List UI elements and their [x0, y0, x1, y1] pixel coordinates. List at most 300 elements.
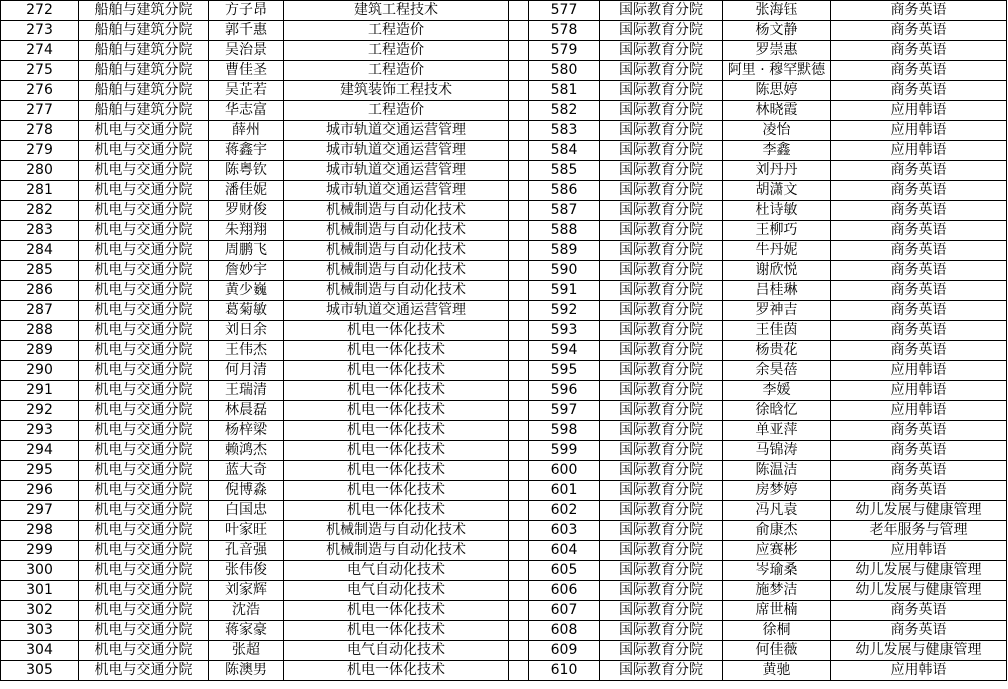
right-department-cell: 国际教育分院 [600, 621, 723, 641]
left-row-number-cell: 291 [1, 381, 79, 401]
column-gap-cell [509, 361, 529, 381]
column-gap-cell [509, 21, 529, 41]
left-student-name-cell: 潘佳妮 [209, 181, 284, 201]
column-gap-cell [509, 561, 529, 581]
table-row [1, 221, 1007, 241]
left-student-name-cell: 白国忠 [209, 501, 284, 521]
table-row [1, 41, 1007, 61]
left-row-number-cell: 280 [1, 161, 79, 181]
right-major-cell: 应用韩语 [831, 381, 1007, 401]
column-gap-cell [509, 81, 529, 101]
left-major-cell: 电气自动化技术 [284, 561, 509, 581]
left-department-cell: 船舶与建筑分院 [79, 21, 209, 41]
right-student-name-cell: 杜诗敏 [723, 201, 831, 221]
right-row-number-cell: 598 [529, 421, 600, 441]
column-gap-cell [509, 121, 529, 141]
column-gap-cell [509, 661, 529, 681]
left-department-cell: 机电与交通分院 [79, 381, 209, 401]
left-major-cell: 机电一体化技术 [284, 401, 509, 421]
left-row-number-cell: 278 [1, 121, 79, 141]
left-row-number-cell: 293 [1, 421, 79, 441]
right-major-cell: 商务英语 [831, 1, 1007, 21]
left-student-name-cell: 蒋家豪 [209, 621, 284, 641]
right-student-name-cell: 席世楠 [723, 601, 831, 621]
left-department-cell: 机电与交通分院 [79, 621, 209, 641]
right-student-name-cell: 俞康杰 [723, 521, 831, 541]
left-department-cell: 机电与交通分院 [79, 401, 209, 421]
left-row-number-cell: 302 [1, 601, 79, 621]
left-major-cell: 机电一体化技术 [284, 461, 509, 481]
right-department-cell: 国际教育分院 [600, 101, 723, 121]
table-row [1, 421, 1007, 441]
left-department-cell: 机电与交通分院 [79, 461, 209, 481]
right-department-cell: 国际教育分院 [600, 461, 723, 481]
table-row [1, 81, 1007, 101]
table-row [1, 261, 1007, 281]
left-major-cell: 电气自动化技术 [284, 641, 509, 661]
left-student-name-cell: 王瑞清 [209, 381, 284, 401]
right-major-cell: 商务英语 [831, 61, 1007, 81]
left-department-cell: 机电与交通分院 [79, 641, 209, 661]
left-student-name-cell: 赖鸿杰 [209, 441, 284, 461]
table-row [1, 321, 1007, 341]
left-student-name-cell: 陈粤钦 [209, 161, 284, 181]
right-row-number-cell: 582 [529, 101, 600, 121]
right-row-number-cell: 584 [529, 141, 600, 161]
right-major-cell: 应用韩语 [831, 541, 1007, 561]
right-row-number-cell: 603 [529, 521, 600, 541]
column-gap-cell [509, 381, 529, 401]
right-student-name-cell: 何佳薇 [723, 641, 831, 661]
right-department-cell: 国际教育分院 [600, 241, 723, 261]
right-student-name-cell: 陈温洁 [723, 461, 831, 481]
right-student-name-cell: 林晓霞 [723, 101, 831, 121]
right-department-cell: 国际教育分院 [600, 201, 723, 221]
right-department-cell: 国际教育分院 [600, 661, 723, 681]
left-department-cell: 机电与交通分院 [79, 501, 209, 521]
right-student-name-cell: 徐桐 [723, 621, 831, 641]
left-student-name-cell: 刘家辉 [209, 581, 284, 601]
right-row-number-cell: 610 [529, 661, 600, 681]
right-major-cell: 商务英语 [831, 281, 1007, 301]
right-department-cell: 国际教育分院 [600, 401, 723, 421]
table-row [1, 161, 1007, 181]
right-major-cell: 商务英语 [831, 421, 1007, 441]
right-major-cell: 商务英语 [831, 21, 1007, 41]
left-student-name-cell: 吴芷若 [209, 81, 284, 101]
column-gap-cell [509, 301, 529, 321]
table-row [1, 461, 1007, 481]
left-major-cell: 工程造价 [284, 21, 509, 41]
right-row-number-cell: 589 [529, 241, 600, 261]
right-row-number-cell: 609 [529, 641, 600, 661]
table-row [1, 201, 1007, 221]
left-row-number-cell: 285 [1, 261, 79, 281]
column-gap-cell [509, 1, 529, 21]
right-student-name-cell: 徐晗忆 [723, 401, 831, 421]
right-row-number-cell: 594 [529, 341, 600, 361]
right-row-number-cell: 593 [529, 321, 600, 341]
left-row-number-cell: 286 [1, 281, 79, 301]
right-major-cell: 应用韩语 [831, 361, 1007, 381]
right-student-name-cell: 陈思婷 [723, 81, 831, 101]
left-department-cell: 机电与交通分院 [79, 121, 209, 141]
right-row-number-cell: 579 [529, 41, 600, 61]
table-row [1, 601, 1007, 621]
right-department-cell: 国际教育分院 [600, 121, 723, 141]
left-department-cell: 机电与交通分院 [79, 301, 209, 321]
right-student-name-cell: 冯凡袁 [723, 501, 831, 521]
left-department-cell: 机电与交通分院 [79, 361, 209, 381]
right-student-name-cell: 牛丹妮 [723, 241, 831, 261]
left-student-name-cell: 王伟杰 [209, 341, 284, 361]
table-row [1, 181, 1007, 201]
right-row-number-cell: 587 [529, 201, 600, 221]
right-major-cell: 应用韩语 [831, 401, 1007, 421]
right-row-number-cell: 580 [529, 61, 600, 81]
right-department-cell: 国际教育分院 [600, 561, 723, 581]
table-row [1, 561, 1007, 581]
left-student-name-cell: 吴治景 [209, 41, 284, 61]
right-major-cell: 商务英语 [831, 241, 1007, 261]
right-department-cell: 国际教育分院 [600, 41, 723, 61]
right-student-name-cell: 罗崇惠 [723, 41, 831, 61]
right-row-number-cell: 606 [529, 581, 600, 601]
left-department-cell: 机电与交通分院 [79, 281, 209, 301]
column-gap-cell [509, 161, 529, 181]
left-student-name-cell: 刘日余 [209, 321, 284, 341]
left-major-cell: 机电一体化技术 [284, 601, 509, 621]
left-row-number-cell: 294 [1, 441, 79, 461]
left-major-cell: 电气自动化技术 [284, 581, 509, 601]
left-row-number-cell: 301 [1, 581, 79, 601]
left-row-number-cell: 288 [1, 321, 79, 341]
left-student-name-cell: 陈澳男 [209, 661, 284, 681]
left-student-name-cell: 孔音强 [209, 541, 284, 561]
left-department-cell: 机电与交通分院 [79, 441, 209, 461]
right-row-number-cell: 602 [529, 501, 600, 521]
right-row-number-cell: 588 [529, 221, 600, 241]
left-major-cell: 城市轨道交通运营管理 [284, 161, 509, 181]
left-department-cell: 机电与交通分院 [79, 521, 209, 541]
left-department-cell: 机电与交通分院 [79, 661, 209, 681]
table-row [1, 281, 1007, 301]
left-student-name-cell: 葛菊敏 [209, 301, 284, 321]
right-department-cell: 国际教育分院 [600, 181, 723, 201]
left-row-number-cell: 295 [1, 461, 79, 481]
table-row [1, 241, 1007, 261]
left-row-number-cell: 292 [1, 401, 79, 421]
left-major-cell: 机电一体化技术 [284, 381, 509, 401]
right-student-name-cell: 凌怡 [723, 121, 831, 141]
left-department-cell: 机电与交通分院 [79, 481, 209, 501]
right-department-cell: 国际教育分院 [600, 441, 723, 461]
column-gap-cell [509, 601, 529, 621]
right-department-cell: 国际教育分院 [600, 1, 723, 21]
table-row [1, 141, 1007, 161]
right-major-cell: 应用韩语 [831, 141, 1007, 161]
left-student-name-cell: 张伟俊 [209, 561, 284, 581]
left-major-cell: 机电一体化技术 [284, 321, 509, 341]
right-row-number-cell: 599 [529, 441, 600, 461]
left-major-cell: 建筑工程技术 [284, 1, 509, 21]
left-major-cell: 机电一体化技术 [284, 441, 509, 461]
right-major-cell: 商务英语 [831, 41, 1007, 61]
left-major-cell: 机械制造与自动化技术 [284, 541, 509, 561]
table-row [1, 21, 1007, 41]
column-gap-cell [509, 521, 529, 541]
column-gap-cell [509, 401, 529, 421]
right-major-cell: 应用韩语 [831, 101, 1007, 121]
left-row-number-cell: 276 [1, 81, 79, 101]
left-major-cell: 机械制造与自动化技术 [284, 201, 509, 221]
right-major-cell: 商务英语 [831, 221, 1007, 241]
table-row [1, 661, 1007, 681]
left-student-name-cell: 黄少巍 [209, 281, 284, 301]
left-student-name-cell: 蓝大奇 [209, 461, 284, 481]
right-student-name-cell: 房梦婷 [723, 481, 831, 501]
right-student-name-cell: 王佳茵 [723, 321, 831, 341]
right-major-cell: 老年服务与管理 [831, 521, 1007, 541]
left-department-cell: 船舶与建筑分院 [79, 61, 209, 81]
right-major-cell: 商务英语 [831, 481, 1007, 501]
right-major-cell: 商务英语 [831, 621, 1007, 641]
left-major-cell: 机械制造与自动化技术 [284, 241, 509, 261]
table-row [1, 1, 1007, 21]
right-row-number-cell: 585 [529, 161, 600, 181]
left-row-number-cell: 277 [1, 101, 79, 121]
right-student-name-cell: 张海钰 [723, 1, 831, 21]
left-row-number-cell: 282 [1, 201, 79, 221]
column-gap-cell [509, 141, 529, 161]
left-row-number-cell: 279 [1, 141, 79, 161]
column-gap-cell [509, 641, 529, 661]
right-department-cell: 国际教育分院 [600, 421, 723, 441]
table-row [1, 441, 1007, 461]
column-gap-cell [509, 621, 529, 641]
left-department-cell: 机电与交通分院 [79, 201, 209, 221]
column-gap-cell [509, 261, 529, 281]
right-student-name-cell: 杨贵花 [723, 341, 831, 361]
left-student-name-cell: 何月清 [209, 361, 284, 381]
left-row-number-cell: 305 [1, 661, 79, 681]
left-row-number-cell: 300 [1, 561, 79, 581]
right-department-cell: 国际教育分院 [600, 541, 723, 561]
left-major-cell: 工程造价 [284, 41, 509, 61]
left-department-cell: 船舶与建筑分院 [79, 81, 209, 101]
left-department-cell: 机电与交通分院 [79, 181, 209, 201]
right-major-cell: 商务英语 [831, 201, 1007, 221]
left-department-cell: 机电与交通分院 [79, 321, 209, 341]
column-gap-cell [509, 181, 529, 201]
left-department-cell: 船舶与建筑分院 [79, 101, 209, 121]
right-department-cell: 国际教育分院 [600, 361, 723, 381]
left-major-cell: 工程造价 [284, 61, 509, 81]
right-row-number-cell: 601 [529, 481, 600, 501]
left-row-number-cell: 283 [1, 221, 79, 241]
left-student-name-cell: 郭千惠 [209, 21, 284, 41]
right-department-cell: 国际教育分院 [600, 261, 723, 281]
right-major-cell: 商务英语 [831, 601, 1007, 621]
left-student-name-cell: 叶家旺 [209, 521, 284, 541]
left-major-cell: 机电一体化技术 [284, 501, 509, 521]
right-student-name-cell: 谢欣悦 [723, 261, 831, 281]
left-student-name-cell: 朱翔翔 [209, 221, 284, 241]
left-department-cell: 船舶与建筑分院 [79, 1, 209, 21]
column-gap-cell [509, 201, 529, 221]
left-department-cell: 机电与交通分院 [79, 261, 209, 281]
table-row [1, 341, 1007, 361]
left-student-name-cell: 张超 [209, 641, 284, 661]
table-row [1, 101, 1007, 121]
left-department-cell: 机电与交通分院 [79, 161, 209, 181]
right-student-name-cell: 马锦涛 [723, 441, 831, 461]
right-row-number-cell: 605 [529, 561, 600, 581]
left-student-name-cell: 华志富 [209, 101, 284, 121]
table-row [1, 381, 1007, 401]
left-student-name-cell: 沈浩 [209, 601, 284, 621]
right-department-cell: 国际教育分院 [600, 581, 723, 601]
left-row-number-cell: 299 [1, 541, 79, 561]
column-gap-cell [509, 461, 529, 481]
left-department-cell: 机电与交通分院 [79, 341, 209, 361]
right-major-cell: 应用韩语 [831, 661, 1007, 681]
left-student-name-cell: 杨梓梁 [209, 421, 284, 441]
right-major-cell: 幼儿发展与健康管理 [831, 581, 1007, 601]
roster-body [1, 1, 1007, 681]
right-row-number-cell: 600 [529, 461, 600, 481]
right-student-name-cell: 吕桂琳 [723, 281, 831, 301]
column-gap-cell [509, 101, 529, 121]
column-gap-cell [509, 61, 529, 81]
right-department-cell: 国际教育分院 [600, 381, 723, 401]
right-student-name-cell: 王柳巧 [723, 221, 831, 241]
right-department-cell: 国际教育分院 [600, 81, 723, 101]
table-row [1, 541, 1007, 561]
left-row-number-cell: 287 [1, 301, 79, 321]
table-row [1, 361, 1007, 381]
right-department-cell: 国际教育分院 [600, 61, 723, 81]
left-student-name-cell: 倪博淼 [209, 481, 284, 501]
left-student-name-cell: 林晨磊 [209, 401, 284, 421]
left-major-cell: 城市轨道交通运营管理 [284, 301, 509, 321]
right-department-cell: 国际教育分院 [600, 21, 723, 41]
right-student-name-cell: 杨文静 [723, 21, 831, 41]
column-gap-cell [509, 541, 529, 561]
right-department-cell: 国际教育分院 [600, 641, 723, 661]
right-major-cell: 商务英语 [831, 441, 1007, 461]
left-student-name-cell: 周鹏飞 [209, 241, 284, 261]
left-major-cell: 机械制造与自动化技术 [284, 521, 509, 541]
table-row [1, 501, 1007, 521]
column-gap-cell [509, 341, 529, 361]
right-student-name-cell: 施梦洁 [723, 581, 831, 601]
left-major-cell: 机电一体化技术 [284, 621, 509, 641]
table-row [1, 581, 1007, 601]
left-row-number-cell: 273 [1, 21, 79, 41]
right-major-cell: 商务英语 [831, 261, 1007, 281]
left-major-cell: 机电一体化技术 [284, 341, 509, 361]
left-row-number-cell: 298 [1, 521, 79, 541]
right-department-cell: 国际教育分院 [600, 481, 723, 501]
right-department-cell: 国际教育分院 [600, 301, 723, 321]
right-row-number-cell: 608 [529, 621, 600, 641]
right-row-number-cell: 591 [529, 281, 600, 301]
left-department-cell: 机电与交通分院 [79, 561, 209, 581]
right-department-cell: 国际教育分院 [600, 281, 723, 301]
column-gap-cell [509, 221, 529, 241]
right-student-name-cell: 阿里 · 穆罕默德 [723, 61, 831, 81]
table-row [1, 621, 1007, 641]
right-row-number-cell: 597 [529, 401, 600, 421]
left-major-cell: 机电一体化技术 [284, 421, 509, 441]
right-student-name-cell: 李鑫 [723, 141, 831, 161]
left-student-name-cell: 方子昂 [209, 1, 284, 21]
table-row [1, 61, 1007, 81]
right-row-number-cell: 596 [529, 381, 600, 401]
left-major-cell: 机电一体化技术 [284, 361, 509, 381]
right-department-cell: 国际教育分院 [600, 321, 723, 341]
left-department-cell: 机电与交通分院 [79, 221, 209, 241]
column-gap-cell [509, 501, 529, 521]
left-row-number-cell: 297 [1, 501, 79, 521]
right-major-cell: 商务英语 [831, 81, 1007, 101]
left-row-number-cell: 274 [1, 41, 79, 61]
column-gap-cell [509, 281, 529, 301]
table-row [1, 301, 1007, 321]
right-row-number-cell: 607 [529, 601, 600, 621]
left-student-name-cell: 罗财俊 [209, 201, 284, 221]
left-row-number-cell: 275 [1, 61, 79, 81]
right-student-name-cell: 余昊蓓 [723, 361, 831, 381]
left-department-cell: 机电与交通分院 [79, 241, 209, 261]
right-row-number-cell: 592 [529, 301, 600, 321]
right-department-cell: 国际教育分院 [600, 521, 723, 541]
right-row-number-cell: 583 [529, 121, 600, 141]
right-student-name-cell: 刘丹丹 [723, 161, 831, 181]
right-department-cell: 国际教育分院 [600, 161, 723, 181]
right-major-cell: 商务英语 [831, 341, 1007, 361]
right-department-cell: 国际教育分院 [600, 341, 723, 361]
table-row [1, 401, 1007, 421]
left-department-cell: 机电与交通分院 [79, 601, 209, 621]
left-department-cell: 船舶与建筑分院 [79, 41, 209, 61]
left-major-cell: 建筑装饰工程技术 [284, 81, 509, 101]
left-row-number-cell: 281 [1, 181, 79, 201]
right-department-cell: 国际教育分院 [600, 141, 723, 161]
right-row-number-cell: 590 [529, 261, 600, 281]
right-major-cell: 幼儿发展与健康管理 [831, 641, 1007, 661]
table-row [1, 521, 1007, 541]
right-row-number-cell: 595 [529, 361, 600, 381]
right-row-number-cell: 604 [529, 541, 600, 561]
table-row [1, 481, 1007, 501]
left-department-cell: 机电与交通分院 [79, 141, 209, 161]
right-major-cell: 商务英语 [831, 161, 1007, 181]
column-gap-cell [509, 241, 529, 261]
right-row-number-cell: 581 [529, 81, 600, 101]
column-gap-cell [509, 581, 529, 601]
left-student-name-cell: 曹佳圣 [209, 61, 284, 81]
left-row-number-cell: 289 [1, 341, 79, 361]
left-student-name-cell: 蒋鑫宇 [209, 141, 284, 161]
left-major-cell: 城市轨道交通运营管理 [284, 141, 509, 161]
left-major-cell: 机电一体化技术 [284, 481, 509, 501]
left-major-cell: 工程造价 [284, 101, 509, 121]
right-department-cell: 国际教育分院 [600, 501, 723, 521]
left-row-number-cell: 290 [1, 361, 79, 381]
left-row-number-cell: 296 [1, 481, 79, 501]
